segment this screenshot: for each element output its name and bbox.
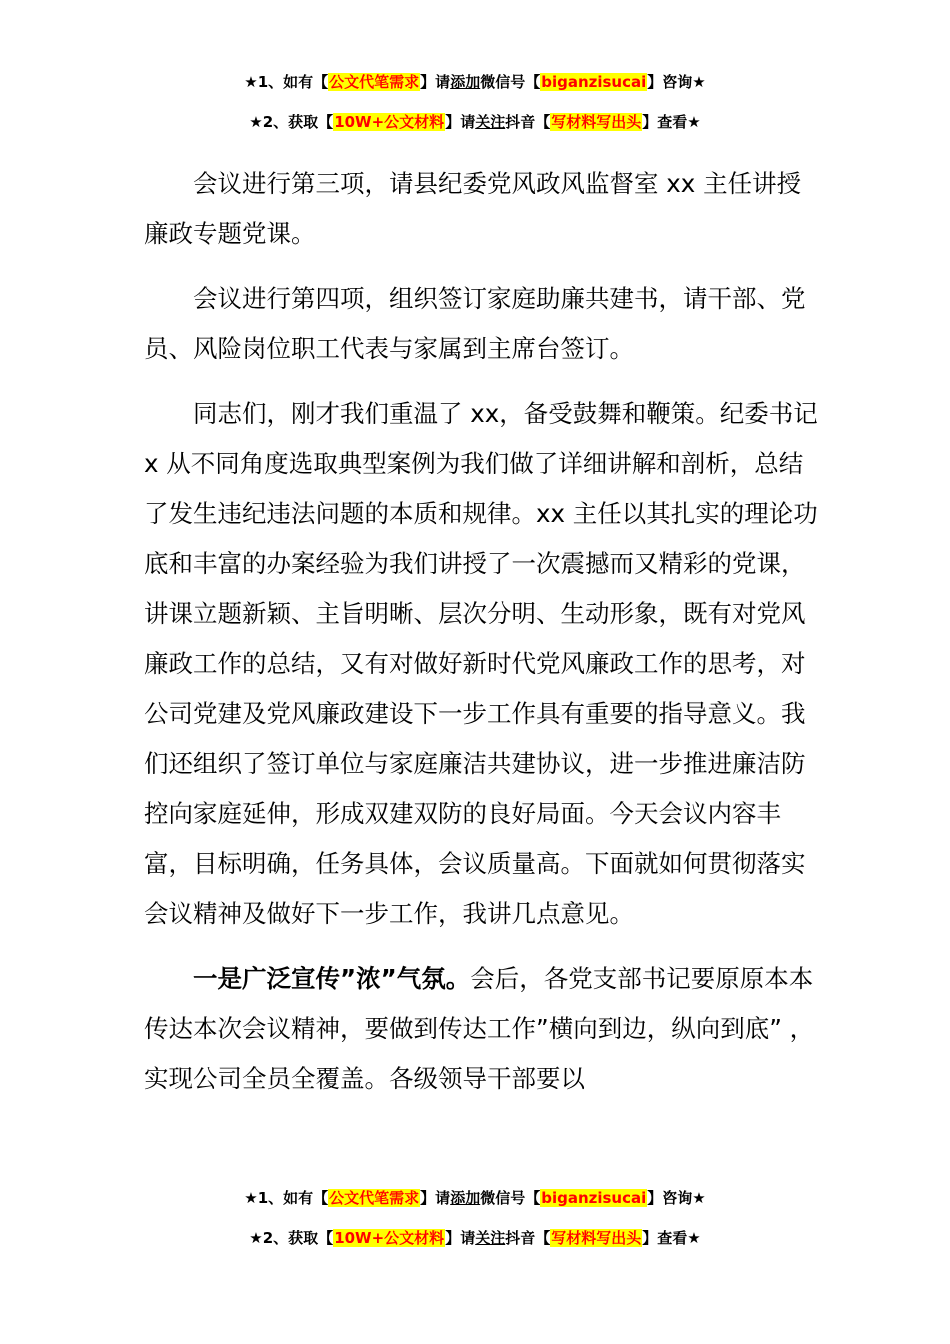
- paragraph-item-3: 会议进行第三项，请县纪委党风政风监督室 xx 主任讲授廉政专题党课。: [144, 169, 802, 248]
- ad-underline-follow: 关注: [475, 113, 506, 131]
- ad-text: 抖音【: [505, 113, 551, 131]
- ad-suffix: 】咨询★: [647, 73, 706, 91]
- ad-text: 】请: [445, 113, 476, 131]
- ad-underline-add: 添加: [450, 1189, 481, 1207]
- header-ad-line-2: [0, 112, 950, 132]
- ad-prefix: ★2、获取【: [249, 1229, 334, 1247]
- header-ad-line-1: [0, 72, 950, 92]
- ad-text: 微信号【: [480, 1189, 541, 1207]
- ad-text: 抖音【: [505, 1229, 551, 1247]
- ad-prefix: ★1、如有【: [244, 1189, 329, 1207]
- ad-highlight-douyin: 写材料写出头: [551, 113, 642, 131]
- paragraph-point-1: [144, 954, 824, 1104]
- ad-suffix: 】查看★: [642, 1229, 701, 1247]
- point-text: 会后，各党支部书记要原原本本传达本次会议精神，要做到传达工作”横向到边，纵向到底” ，实现公司全员全覆盖。各级领导干部要以: [144, 964, 815, 1093]
- ad-text: 微信号【: [480, 73, 541, 91]
- ad-prefix: ★1、如有【: [244, 73, 329, 91]
- ad-highlight-materials: 10W+公文材料: [334, 1229, 445, 1247]
- document-body: [144, 159, 824, 1119]
- ad-prefix: ★2、获取【: [249, 113, 334, 131]
- footer-ad-line-2: [0, 1228, 950, 1248]
- point-heading: 一是广泛宣传”浓”气氛。: [193, 964, 471, 993]
- ad-underline-add: 添加: [450, 73, 481, 91]
- ad-suffix: 】查看★: [642, 113, 701, 131]
- paragraph-summary: 同志们，刚才我们重温了 xx，备受鼓舞和鞭策。纪委书记 x 从不同角度选取典型案例为我们做了详细讲解和剖析，总结了发生违纪违法问题的本质和规律。xx 主任以其扎实的理论功底和丰富的办案经验为我们讲授了一次震撼而又精彩的党课，讲课立题新颖、主旨明晰、层次分明、生动形象，既有对党风廉政工作的总结，又有对做好新时代党风廉政工作的思考，对公司党建及党风廉政建设下一步工作具有重要的指导意义。我们还组织了签订单位与家庭廉洁共建协议，进一步推进廉洁防控向家庭延伸，形成双建双防的良好局面。今天会议内容丰富，目标明确，任务具体，会议质量高。下面就如何贯彻落实会议精神及做好下一步工作，我讲几点意见。: [144, 399, 818, 928]
- ad-highlight-wechat-id: biganzisucai: [541, 73, 647, 91]
- ad-highlight-wechat-id: biganzisucai: [541, 1189, 647, 1207]
- ad-underline-follow: 关注: [475, 1229, 506, 1247]
- ad-text: 】请: [445, 1229, 476, 1247]
- ad-highlight-materials: 10W+公文材料: [334, 113, 445, 131]
- ad-highlight-service: 公文代笔需求: [329, 1189, 420, 1207]
- ad-text: 】请: [420, 73, 451, 91]
- ad-highlight-service: 公文代笔需求: [329, 73, 420, 91]
- ad-highlight-douyin: 写材料写出头: [551, 1229, 642, 1247]
- footer-ad-line-1: [0, 1188, 950, 1208]
- ad-suffix: 】咨询★: [647, 1189, 706, 1207]
- ad-text: 】请: [420, 1189, 451, 1207]
- paragraph-item-4: 会议进行第四项，组织签订家庭助廉共建书，请干部、党员、风险岗位职工代表与家属到主席台签订。: [144, 284, 806, 363]
